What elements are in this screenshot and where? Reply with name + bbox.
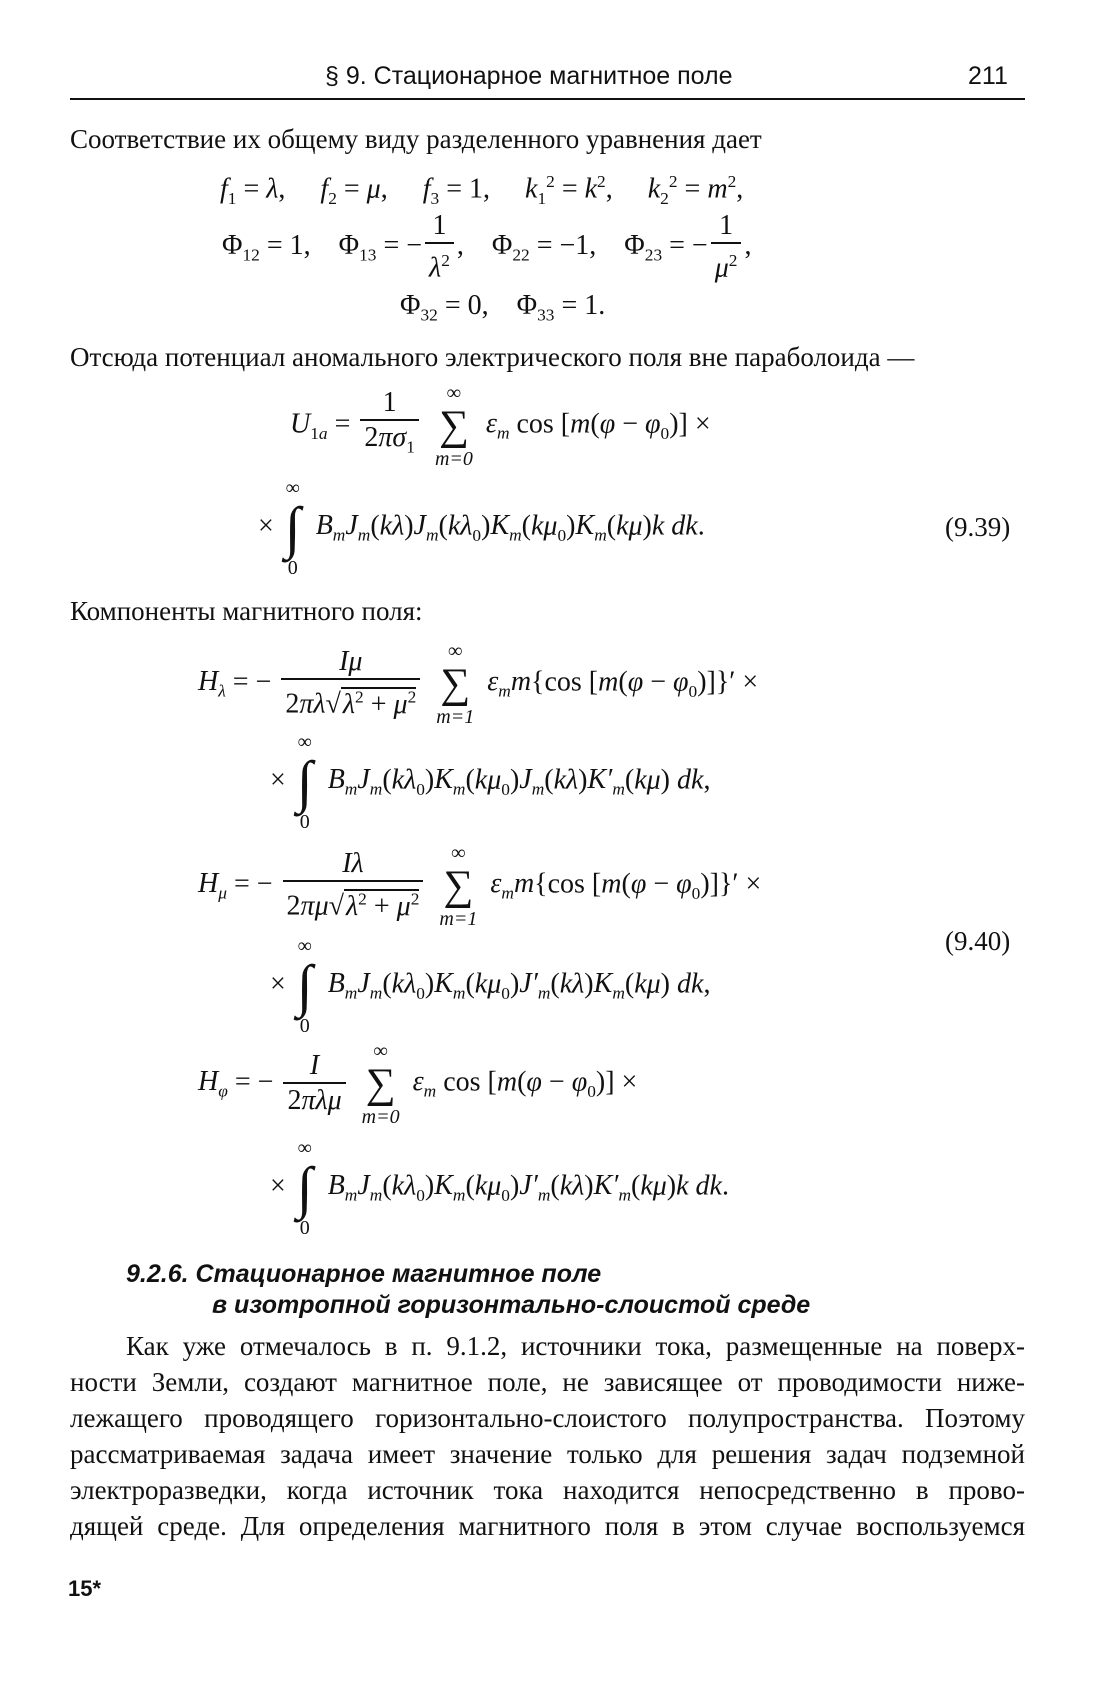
section-heading-line1: 9.2.6. Стационарное магнитное поле: [126, 1260, 602, 1288]
body-line: дящей среде. Для определения магнитного поля в этом случае воспользуемся: [70, 1511, 1025, 1541]
equation-h-mu-line1: $H_\mu$ = − $\frac{I\lambda}{2\pi\mu√\lambda^2 + \mu^2}$ ∞ ∑ m=1 $\varepsilon_mm\{\cos$ $[m(\varphi - \varphi_0)]\}'$ ×: [198, 842, 762, 930]
running-header: § 9. Стационарное магнитное поле: [325, 62, 733, 90]
body-line: лежащего проводящего горизонтально-слоистого полупространства. Поэтому: [70, 1403, 1025, 1433]
equation-9-39-line1: $U_{1a}$ = $\frac{1}{2\pi\sigma_1}$ ∞ ∑ m=0 $\varepsilon_m$ $\cos [m(\varphi - \varphi_0)]$ ×: [290, 382, 711, 470]
equation-h-lambda-line1: $H_\lambda$ = − $\frac{I\mu}{2\pi\lambda√\lambda^2 + \mu^2}$ ∞ ∑ m=1 $\varepsilon_mm\{\cos$ $[m(\varphi - \varphi_0)]\}'$ ×: [198, 640, 759, 728]
body-line: Как уже отмечалось в п. 9.1.2, источники тока, размещенные на поверх-: [126, 1331, 1025, 1361]
body-line: электроразведки, когда источник тока находится непосредственно в прово-: [70, 1475, 1025, 1505]
header-rule: [70, 98, 1025, 100]
body-paragraph: [70, 1328, 1025, 1544]
page-number: 211: [968, 62, 1008, 90]
equation-h-phi-line1: $H_\varphi$ = − $\frac{I}{\text{2πλμ}}$ ∞ ∑ m=0 $\varepsilon_m$ $\cos [m(\varphi - \varphi_0)]$ ×: [198, 1040, 638, 1128]
equation-phi-row1: $\Phi_{12} = 1$, $\Phi_{13}$ = − $\frac{1}{\lambda^2}$ , $\Phi_{22} = -1$, $\Phi_{23}$ = − $\frac{1}{\mu^2}$ ,: [222, 210, 752, 284]
equation-h-mu-line2: × ∞ ∫ 0 $B_mJ_m(k\lambda_0)K_m(k\mu_0)J'_m(k\lambda)K_m(k\mu)$ dk,: [270, 935, 711, 1037]
paragraph-intro: Соответствие их общему виду разделенного уравнения дает: [70, 124, 762, 154]
body-line: рассматриваемая задача имеет значение только для решения задач подземной: [70, 1439, 1025, 1469]
equation-h-phi-line2: × ∞ ∫ 0 $B_mJ_m(k\lambda_0)K_m(k\mu_0)J'_m(k\lambda)K'_m(k\mu)k$ dk.: [270, 1137, 729, 1239]
paragraph-components: Компоненты магнитного поля:: [70, 596, 423, 626]
equation-f-k: $f_1 = \lambda$, $f_2 = \mu$, $f_3 = 1$, $k_1^2 = k^2$, $k_2^2 = m^2$,: [220, 172, 744, 208]
paragraph-potential: Отсюда потенциал аномального электрического поля вне параболоида —: [70, 342, 915, 372]
equation-h-lambda-line2: × ∞ ∫ 0 $B_mJ_m(k\lambda_0)K_m(k\mu_0)J_m(k\lambda)K'_m(k\mu)$ dk,: [270, 731, 711, 833]
equation-number-9-39: (9.39): [945, 512, 1011, 542]
body-line: ности Земли, создают магнитное поле, не зависящее от проводимости ниже-: [70, 1367, 1025, 1397]
equation-phi-row2: $\Phi_{32} = 0$, $\Phi_{33} = 1$.: [400, 290, 606, 325]
signature-mark: 15*: [68, 1576, 102, 1601]
section-heading-line2: в изотропной горизонтально-слоистой среде: [212, 1291, 811, 1319]
equation-9-39-line2: × ∞ ∫ 0 $B_mJ_m(k\lambda)J_m(k\lambda_0)K_m(k\mu_0)K_m(k\mu)k$ dk.: [258, 477, 705, 579]
equation-number-9-40: (9.40): [945, 926, 1011, 956]
